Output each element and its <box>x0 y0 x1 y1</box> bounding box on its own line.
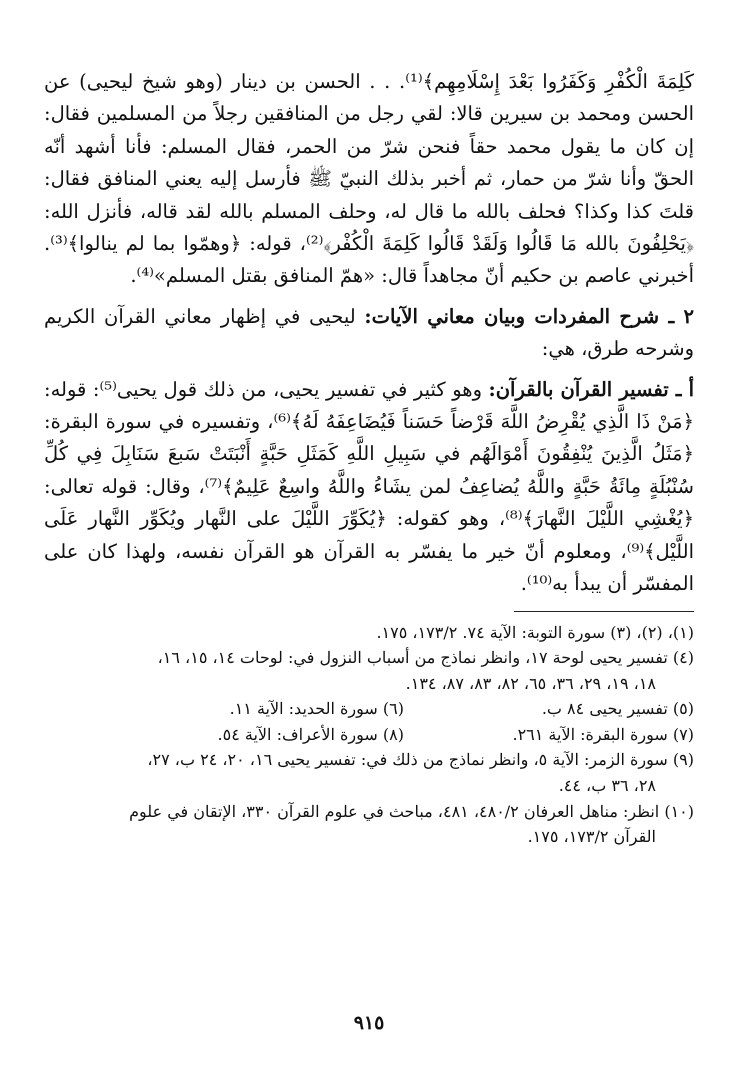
footnote-divider <box>514 611 694 612</box>
footnote-7: (٧) سورة البقرة: الآية ٢٦١. <box>512 724 694 744</box>
footnote-9: (٩) سورة الزمر: الآية ٥، وانظر نماذج من ذلك في: تفسير يحيى ١٦، ٢٠، ٢٤ ب، ٢٧، <box>147 750 694 770</box>
body-paragraph-1: كَلِمَةَ الْكُفْرِ وَكَفَرُوا بَعْدَ إِسْلَامِهِم﴾⁽¹⁾. . . الحسن بن دينار (وهو شيخ ليحيى) عن الحسن ومحمد بن سيرين قالا: لقي رجل من المنافقين رجلاً من المسلمين فقال: إن كان ما يقول محمد حقاً فنحن شرّ من الحمر، فقال المسلم: فأنا أشهد أنّه الحقّ وأنا شرّ من حمار، ثم أخبر بذلك النبيّ ﷺ فأرسل إليه يعني المنافق فقال: قلتَ كذا وكذا؟ فحلف بالله ما قال له، وحلف المسلم بالله لقد قاله، فأنزل الله: ﴿يَحْلِفُونَ بالله مَا قَالُوا وَلَقَدْ قَالُوا كَلِمَةَ الْكُفْر﴾⁽²⁾، قوله: ﴿وهمّوا بما لم ينالوا﴾⁽³⁾. أخبرني عاصم بن حكيم أنّ مجاهداً قال: «همّ المنافق بقتل المسلم»⁽⁴⁾. <box>44 70 694 288</box>
footnote-4: (٤) تفسير يحيى لوحة ١٧، وانظر نماذج من أسباب النزول في: لوحات ١٤، ١٥، ١٦، <box>157 648 694 668</box>
page-number: ٩١٥ <box>353 1012 385 1034</box>
footnote-9-continued: ٢٨، ٣٦ ب، ٤٤. <box>558 776 656 796</box>
footnote-5: (٥) تفسير يحيى ٨٤ ب. <box>541 699 694 719</box>
section-a-paragraph <box>44 374 694 601</box>
footnotes <box>44 620 694 850</box>
footnote-10-continued: القرآن ١٧٣/٢، ١٧٥. <box>527 827 656 847</box>
footnote-row-5-6 <box>44 696 694 722</box>
footnote-6: (٦) سورة الحديد: الآية ١١. <box>229 699 404 719</box>
footnote-10: (١٠) انظر: مناهل العرفان ٤٨٠/٢، ٤٨١، مباحث في علوم القرآن ٣٣٠، الإتقان في علوم <box>129 801 694 821</box>
section-2-text: ليحيى في إظهار معاني القرآن الكريم وشرحه طرق، هي: <box>44 304 694 361</box>
section-2-heading: ٢ ـ شرح المفردات وبيان معاني الآيات: <box>364 304 694 328</box>
footnote-row-7-8 <box>44 722 694 748</box>
page-content <box>44 66 694 850</box>
section-a-heading: أ ـ تفسير القرآن بالقرآن: <box>488 377 695 401</box>
section-a-text: وهو كثير في تفسير يحيى، من ذلك قول يحيى⁽⁵⁾: قوله: ﴿مَنْ ذَا الَّذِي يُقْرِضُ اللَّهَ قَرْضاً حَسَناً فَيُضَاعِفَهُ لَهُ﴾⁽⁶⁾، وتفسيره في سورة البقرة: ﴿مَثَلُ الَّذِينَ يُنْفِقُونَ أَمْوَالَهُم في سَبِيلِ اللَّهِ كَمَثَلِ حَبَّةٍ أَنْبَتَتْ سَبعَ سَنَابِلَ فِي كُلِّ سُنْبُلَةٍ مِائَةُ حَبَّةٍ واللَّهُ يُضاعِفُ لمن يشَاءُ واللَّهُ واسِعٌ عَلِيمٌ﴾⁽⁷⁾، وقال: قوله تعالى: ﴿يُغْشِي اللَّيْلَ النَّهارَ﴾⁽⁸⁾، وهو كقوله: ﴿يُكَوِّرَ اللَّيْلَ على النَّهار ويُكَوِّر النَّهار عَلَى اللَّيْل﴾⁽⁹⁾، ومعلوم أنّ خير ما يفسّر به القرآن هو القرآن نفسه، ولهذا كان على المفسّر أن يبدأ به⁽¹⁰⁾. <box>44 377 695 596</box>
footnote-1-3: (١)، (٢)، (٣) سورة التوبة: الآية ٧٤. ١٧٣/٢، ١٧٥. <box>376 622 694 642</box>
section-2-paragraph <box>44 301 694 366</box>
footnote-8: (٨) سورة الأعراف: الآية ٥٤. <box>217 724 404 744</box>
footnote-4-continued: ١٨، ١٩، ٢٩، ٣٦، ٦٥، ٨٢، ٨٣، ٨٧، ١٣٤. <box>405 673 656 693</box>
